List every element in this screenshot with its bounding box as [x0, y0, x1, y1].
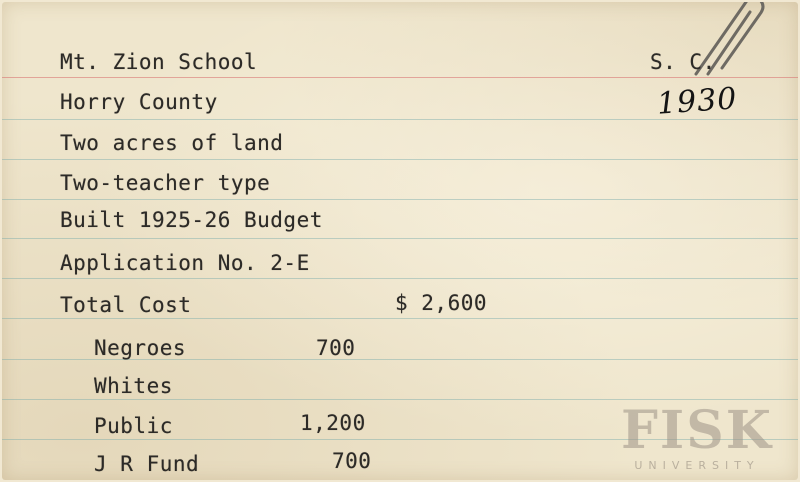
- land: Two acres of land: [60, 131, 284, 155]
- county: Horry County: [60, 90, 218, 114]
- application-number: Application No. 2-E: [60, 251, 310, 275]
- jr-fund-label: J R Fund: [94, 452, 200, 476]
- school-name: Mt. Zion School: [60, 50, 258, 74]
- state: S. C.: [650, 50, 716, 74]
- jr-fund-value: 700: [332, 449, 372, 473]
- fisk-university-logo: [608, 400, 786, 472]
- handwritten-year: 1930: [655, 81, 739, 122]
- red-rule: [2, 77, 798, 78]
- ruled-line: [2, 238, 798, 239]
- total-cost-label: Total Cost: [60, 293, 192, 317]
- ruled-line: [2, 318, 798, 319]
- school-type: Two-teacher type: [60, 171, 271, 195]
- whites-label: Whites: [94, 374, 173, 398]
- negroes-label: Negroes: [94, 336, 187, 360]
- negroes-value: 700: [316, 336, 356, 360]
- logo-wordmark: FISK: [621, 400, 773, 461]
- ruled-line: [2, 199, 798, 200]
- logo-subtitle: UNIVERSITY: [634, 459, 760, 472]
- archive-card: [2, 2, 798, 480]
- public-value: 1,200: [300, 411, 366, 435]
- built-year: Built 1925-26 Budget: [60, 208, 323, 232]
- ruled-line: [2, 278, 798, 279]
- public-label: Public: [94, 414, 173, 438]
- total-cost-value: $ 2,600: [395, 291, 488, 315]
- ruled-line: [2, 159, 798, 160]
